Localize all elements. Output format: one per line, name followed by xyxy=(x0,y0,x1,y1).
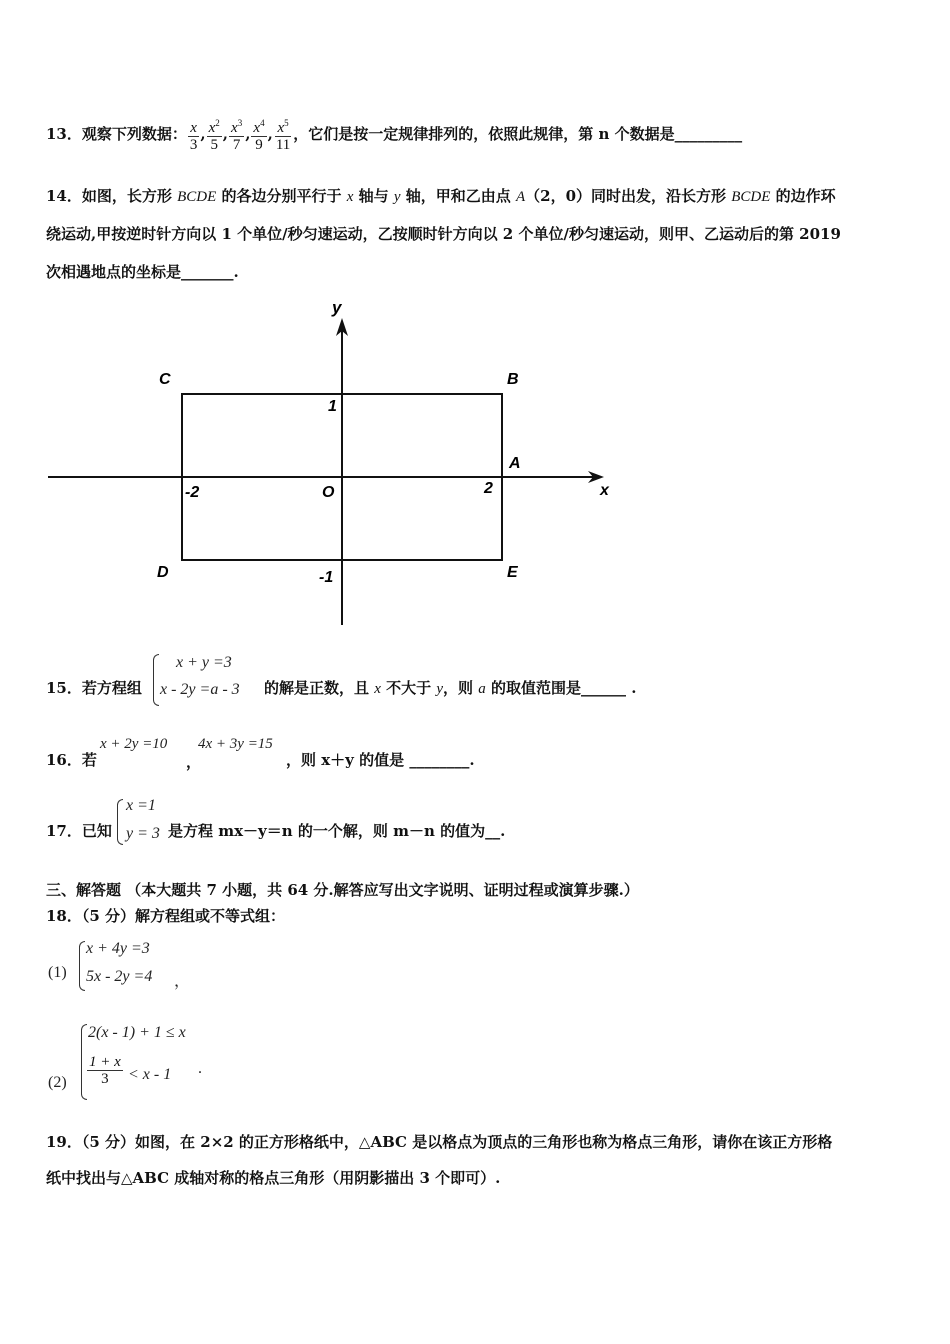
question-19-line-2: 纸中找出与△ABC 成轴对称的格点三角形（用阴影描出 3 个即可）. xyxy=(46,1169,501,1187)
label-o: O xyxy=(322,484,335,501)
question-17-prefix: 17．已知 xyxy=(46,822,112,840)
label-y: y xyxy=(332,298,342,317)
question-15-prefix: 15．若方程组 xyxy=(46,679,142,697)
q16-comma: ， xyxy=(186,753,202,771)
q17-brace xyxy=(117,799,123,845)
q17-equation-1: x =1 xyxy=(126,797,156,814)
q13-suffix: ，它们是按一定规律排列的，依照此规律，第 n 个数据是 xyxy=(293,125,675,143)
q13-fraction-4: $\frac{x^4}{9}$ xyxy=(251,115,266,153)
q17-equation-2: y = 3 xyxy=(126,825,160,842)
label-neg-one: -1 xyxy=(319,569,334,586)
label-e: E xyxy=(507,564,518,581)
q18-part-1-label: (1) xyxy=(48,964,67,981)
question-14-line-2: 绕运动,甲按逆时针方向以 1 个单位/秒匀速运动，乙按顺时针方向以 2 个单位/秒匀速运动，则甲、乙运动后的第 2019 xyxy=(46,225,841,243)
q13-answer-blank[interactable]: _________ xyxy=(674,125,743,143)
question-13: 13．观察下列数据： $\frac{x}{3}$ , $\frac{x^2}{5}$ , $\frac{x^3}{7}$ , $\frac{x^4}{9}$ , $\frac{x^5}{11}$ ，它们是按一定规律排列的，依照此规律，第 n 个数据是 _________ xyxy=(46,112,742,156)
section-3-heading: 三、解答题 （本大题共 7 小题，共 64 分.解答应写出文字说明、证明过程或演算步骤.） xyxy=(46,881,639,899)
question-14-line-1: 14．如图，长方形 BCDE 的各边分别平行于 x 轴与 y 轴，甲和乙由点 A（2，0）同时出发，沿长方形 BCDE 的边作环 xyxy=(46,187,836,205)
question-19-line-1: 19．（5 分）如图，在 2×2 的正方形格纸中，△ABC 是以格点为顶点的三角形也称为格点三角形，请你在该正方形格 xyxy=(46,1133,833,1151)
q16-equation-1: x + 2y =10 xyxy=(100,736,168,752)
q18-part-1-brace xyxy=(79,941,85,991)
q15-brace xyxy=(153,654,159,706)
q15-equation-2: x - 2y =a - 3 xyxy=(160,681,240,698)
q13-prefix: 13．观察下列数据： xyxy=(46,125,187,143)
q18-part-2-rhs: < x - 1 xyxy=(128,1066,172,1083)
label-c: C xyxy=(159,371,171,388)
q18-part-2-label: (2) xyxy=(48,1074,67,1091)
q16-equation-2: 4x + 3y =15 xyxy=(198,736,273,752)
label-one: 1 xyxy=(328,398,337,415)
label-two: 2 xyxy=(484,480,493,497)
q13-fraction-2: $\frac{x^2}{5}$ xyxy=(207,115,222,153)
question-18-title: 18．（5 分）解方程组或不等式组： xyxy=(46,907,286,925)
q13-fraction-1: $\frac{x}{3}$ xyxy=(188,115,200,153)
question-16-prefix: 16．若 xyxy=(46,751,97,769)
q18-part-1-equation-2: 5x - 2y =4 xyxy=(86,968,153,985)
label-x: x xyxy=(600,482,609,499)
q18-part-1-equation-1: x + 4y =3 xyxy=(86,940,150,957)
question-15-text: 的解是正数，且 x 不大于 y，则 a 的取值范围是______ . xyxy=(264,679,637,697)
q18-part-1-tail: ， xyxy=(174,973,191,990)
q13-fraction-5: $\frac{x^5}{11}$ xyxy=(274,115,292,153)
q18-part-2-tail: . xyxy=(198,1060,202,1077)
coordinate-figure xyxy=(0,290,950,650)
question-14-line-3: 次相遇地点的坐标是_______. xyxy=(46,263,239,281)
label-b: B xyxy=(507,371,519,388)
q15-equation-1: x + y =3 xyxy=(176,654,232,671)
q18-part-2-inequality-1: 2(x - 1) + 1 ≤ x xyxy=(88,1024,186,1041)
label-a: A xyxy=(509,455,521,472)
question-16-suffix: ，则 x＋y 的值是 ________. xyxy=(286,751,475,769)
q18-part-2-fraction: $\frac{1 + x}{3}$ xyxy=(89,1054,121,1087)
q13-fraction-3: $\frac{x^3}{7}$ xyxy=(229,115,244,153)
label-d: D xyxy=(157,564,169,581)
question-17-suffix: 是方程 mx－y＝n 的一个解，则 m－n 的值为__. xyxy=(168,822,506,840)
label-neg-two: -2 xyxy=(185,484,200,501)
